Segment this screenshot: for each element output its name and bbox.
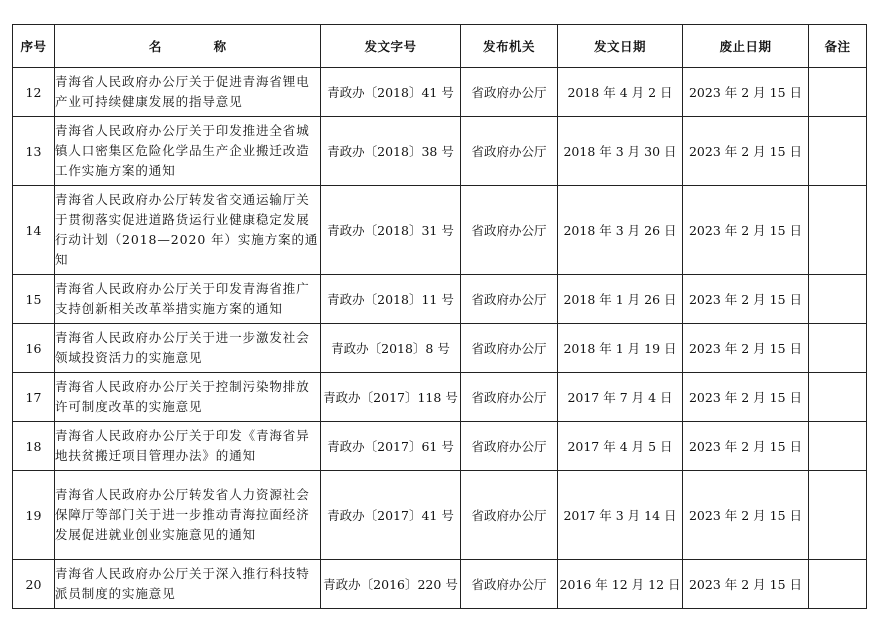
row-remark bbox=[809, 471, 867, 560]
row-seq: 15 bbox=[13, 275, 55, 324]
header-issue-date: 发文日期 bbox=[558, 25, 683, 68]
row-issue-date: 2018 年 3 月 30 日 bbox=[558, 117, 683, 186]
row-doc-number: 青政办〔2017〕41 号 bbox=[321, 471, 461, 560]
row-seq: 16 bbox=[13, 324, 55, 373]
row-name: 青海省人民政府办公厅关于印发《青海省异地扶贫搬迁项目管理办法》的通知 bbox=[55, 422, 321, 471]
row-seq: 19 bbox=[13, 471, 55, 560]
table-row bbox=[13, 422, 867, 471]
header-seq: 序号 bbox=[13, 25, 55, 68]
row-remark bbox=[809, 275, 867, 324]
table-row bbox=[13, 68, 867, 117]
table-row bbox=[13, 275, 867, 324]
row-remark bbox=[809, 373, 867, 422]
row-name: 青海省人民政府办公厅关于控制污染物排放许可制度改革的实施意见 bbox=[55, 373, 321, 422]
table-row bbox=[13, 373, 867, 422]
row-name: 青海省人民政府办公厅转发省人力资源社会保障厅等部门关于进一步推动青海拉面经济发展促进就业创业实施意见的通知 bbox=[55, 471, 321, 560]
table-row bbox=[13, 324, 867, 373]
row-name: 青海省人民政府办公厅关于印发推进全省城镇人口密集区危险化学品生产企业搬迁改造工作实施方案的通知 bbox=[55, 117, 321, 186]
row-issuer: 省政府办公厅 bbox=[461, 186, 558, 275]
row-issuer: 省政府办公厅 bbox=[461, 471, 558, 560]
row-doc-number: 青政办〔2018〕31 号 bbox=[321, 186, 461, 275]
row-seq: 12 bbox=[13, 68, 55, 117]
row-name: 青海省人民政府办公厅关于深入推行科技特派员制度的实施意见 bbox=[55, 560, 321, 609]
row-name: 青海省人民政府办公厅转发省交通运输厅关于贯彻落实促进道路货运行业健康稳定发展行动计划（2018—2020 年）实施方案的通知 bbox=[55, 186, 321, 275]
row-issue-date: 2017 年 7 月 4 日 bbox=[558, 373, 683, 422]
row-remark bbox=[809, 117, 867, 186]
row-repeal-date: 2023 年 2 月 15 日 bbox=[683, 373, 809, 422]
row-repeal-date: 2023 年 2 月 15 日 bbox=[683, 560, 809, 609]
header-doc-number: 发文字号 bbox=[321, 25, 461, 68]
row-issuer: 省政府办公厅 bbox=[461, 324, 558, 373]
row-issue-date: 2018 年 3 月 26 日 bbox=[558, 186, 683, 275]
row-name: 青海省人民政府办公厅关于促进青海省锂电产业可持续健康发展的指导意见 bbox=[55, 68, 321, 117]
row-repeal-date: 2023 年 2 月 15 日 bbox=[683, 117, 809, 186]
row-doc-number: 青政办〔2018〕41 号 bbox=[321, 68, 461, 117]
row-issuer: 省政府办公厅 bbox=[461, 117, 558, 186]
row-issuer: 省政府办公厅 bbox=[461, 275, 558, 324]
table-row bbox=[13, 117, 867, 186]
row-repeal-date: 2023 年 2 月 15 日 bbox=[683, 68, 809, 117]
row-remark bbox=[809, 186, 867, 275]
repealed-documents-table bbox=[12, 24, 867, 609]
row-issue-date: 2018 年 1 月 19 日 bbox=[558, 324, 683, 373]
row-repeal-date: 2023 年 2 月 15 日 bbox=[683, 471, 809, 560]
row-issuer: 省政府办公厅 bbox=[461, 68, 558, 117]
table-row bbox=[13, 560, 867, 609]
row-doc-number: 青政办〔2018〕8 号 bbox=[321, 324, 461, 373]
row-doc-number: 青政办〔2017〕61 号 bbox=[321, 422, 461, 471]
row-remark bbox=[809, 422, 867, 471]
table-row bbox=[13, 471, 867, 560]
row-issuer: 省政府办公厅 bbox=[461, 422, 558, 471]
row-issue-date: 2017 年 3 月 14 日 bbox=[558, 471, 683, 560]
table-row bbox=[13, 186, 867, 275]
row-name: 青海省人民政府办公厅关于进一步激发社会领域投资活力的实施意见 bbox=[55, 324, 321, 373]
header-issuer: 发布机关 bbox=[461, 25, 558, 68]
row-issuer: 省政府办公厅 bbox=[461, 373, 558, 422]
row-remark bbox=[809, 324, 867, 373]
header-remark: 备注 bbox=[809, 25, 867, 68]
row-doc-number: 青政办〔2018〕38 号 bbox=[321, 117, 461, 186]
header-name: 名 称 bbox=[55, 25, 321, 68]
row-issue-date: 2016 年 12 月 12 日 bbox=[558, 560, 683, 609]
row-issuer: 省政府办公厅 bbox=[461, 560, 558, 609]
row-issue-date: 2018 年 1 月 26 日 bbox=[558, 275, 683, 324]
row-issue-date: 2018 年 4 月 2 日 bbox=[558, 68, 683, 117]
row-seq: 20 bbox=[13, 560, 55, 609]
table-header-row bbox=[13, 25, 867, 68]
row-remark bbox=[809, 68, 867, 117]
row-seq: 14 bbox=[13, 186, 55, 275]
row-seq: 13 bbox=[13, 117, 55, 186]
row-seq: 18 bbox=[13, 422, 55, 471]
row-repeal-date: 2023 年 2 月 15 日 bbox=[683, 275, 809, 324]
row-doc-number: 青政办〔2018〕11 号 bbox=[321, 275, 461, 324]
row-repeal-date: 2023 年 2 月 15 日 bbox=[683, 186, 809, 275]
row-remark bbox=[809, 560, 867, 609]
row-doc-number: 青政办〔2017〕118 号 bbox=[321, 373, 461, 422]
row-repeal-date: 2023 年 2 月 15 日 bbox=[683, 422, 809, 471]
row-name: 青海省人民政府办公厅关于印发青海省推广支持创新相关改革举措实施方案的通知 bbox=[55, 275, 321, 324]
row-doc-number: 青政办〔2016〕220 号 bbox=[321, 560, 461, 609]
header-repeal-date: 废止日期 bbox=[683, 25, 809, 68]
row-repeal-date: 2023 年 2 月 15 日 bbox=[683, 324, 809, 373]
row-seq: 17 bbox=[13, 373, 55, 422]
row-issue-date: 2017 年 4 月 5 日 bbox=[558, 422, 683, 471]
